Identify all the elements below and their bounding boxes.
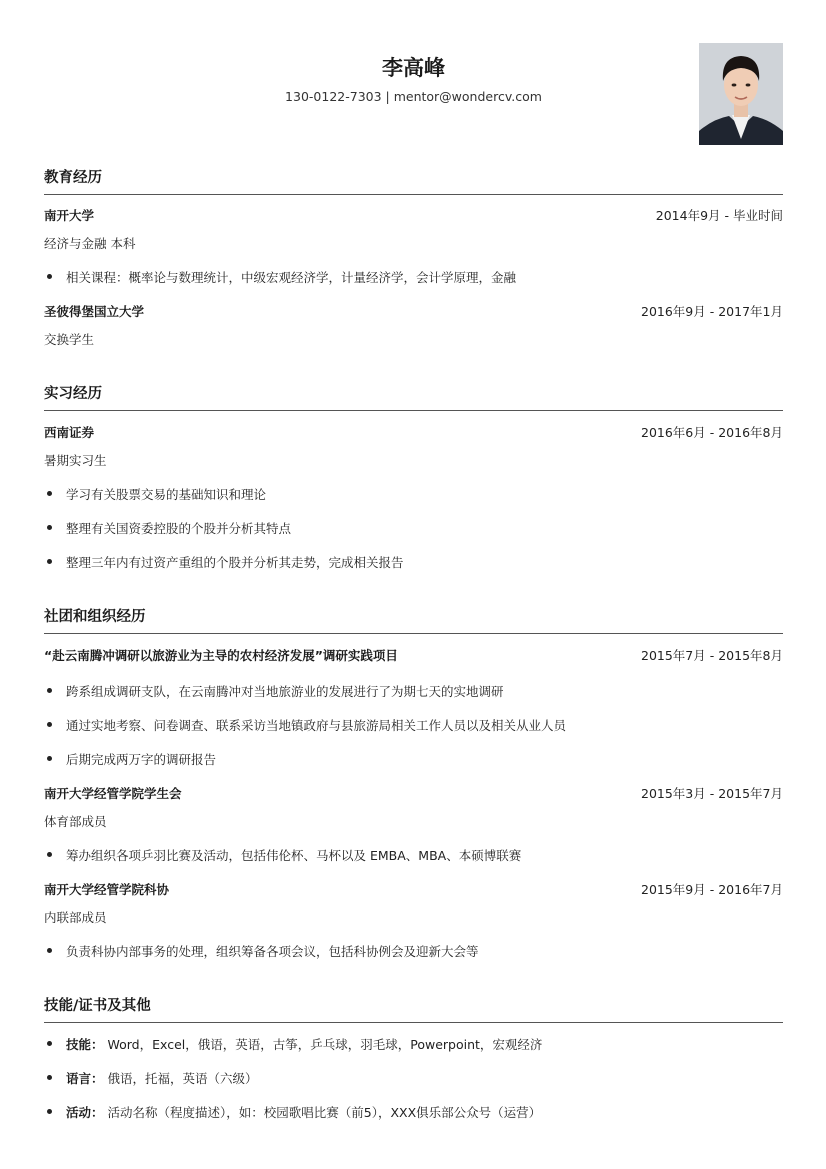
project-name: “赴云南腾冲调研以旅游业为主导的农村经济发展”调研实践项目 [44, 648, 398, 663]
portrait-image [699, 43, 783, 145]
profile-photo [699, 43, 783, 145]
section-title-skills: 技能/证书及其他 [44, 994, 783, 1023]
bullet-text: 通过实地考察、问卷调查、联系采访当地镇政府与县旅游局相关工作人员以及相关从业人员 [66, 718, 567, 733]
school-name: 圣彼得堡国立大学 [44, 304, 145, 319]
bullet-text: 整理三年内有过资产重组的个股并分析其走势，完成相关报告 [66, 555, 404, 570]
bullet-dot-icon [47, 1075, 52, 1080]
bullet-dot-icon [47, 722, 52, 727]
language-text: 俄语，托福，英语（六级） [103, 1071, 258, 1086]
date-range: 2014年9月 - 毕业时间 [655, 208, 783, 223]
candidate-name: 李高峰 [382, 56, 445, 80]
bullet-dot-icon [47, 852, 52, 857]
contact-info: 130-0122-7303 | mentor@wondercv.com [285, 89, 542, 104]
activity-entry-header [44, 880, 783, 898]
bullet-dot-icon [47, 756, 52, 761]
organization-name: 南开大学经管学院学生会 [44, 786, 182, 801]
bullet-dot-icon [47, 274, 52, 279]
activity-text: 活动名称（程度描述），如：校园歌唱比赛（前5），XXX俱乐部公众号（运营） [103, 1105, 542, 1120]
bullet-text: 后期完成两万字的调研报告 [66, 752, 217, 767]
bullet-text: 负责科协内部事务的处理，组织筹备各项会议，包括科协例会及迎新大会等 [66, 944, 479, 959]
organization-name: 南开大学经管学院科协 [44, 882, 170, 897]
date-range: 2015年3月 - 2015年7月 [641, 786, 783, 801]
bullet-dot-icon [47, 525, 52, 530]
date-range: 2016年9月 - 2017年1月 [641, 304, 783, 319]
section-title-education: 教育经历 [44, 166, 783, 195]
activity-line [66, 1103, 541, 1121]
bullet-dot-icon [47, 948, 52, 953]
date-range: 2015年7月 - 2015年8月 [641, 648, 783, 663]
role-subtitle: 暑期实习生 [44, 453, 107, 468]
bullet-text: 筹办组织各项乒羽比赛及活动，包括伟伦杯、马杯以及 EMBA、MBA、本硕博联赛 [66, 848, 522, 863]
education-entry-header [44, 206, 783, 224]
language-line [66, 1069, 258, 1087]
date-range: 2015年9月 - 2016年7月 [641, 882, 783, 897]
bullet-dot-icon [47, 491, 52, 496]
activity-entry-header [44, 784, 783, 802]
date-range: 2016年6月 - 2016年8月 [641, 425, 783, 440]
section-title-internship: 实习经历 [44, 382, 783, 411]
role-subtitle: 内联部成员 [44, 910, 107, 925]
bullet-dot-icon [47, 688, 52, 693]
activity-label: 活动： [66, 1105, 104, 1120]
school-name: 南开大学 [44, 208, 95, 223]
bullet-text: 整理有关国资委控股的个股并分析其特点 [66, 521, 292, 536]
language-label: 语言： [66, 1071, 104, 1086]
bullet-text: 相关课程：概率论与数理统计，中级宏观经济学，计量经济学，会计学原理，金融 [66, 270, 517, 285]
degree-subtitle: 交换学生 [44, 332, 95, 347]
skill-line [66, 1035, 542, 1053]
education-entry-header [44, 302, 783, 320]
section-title-activities: 社团和组织经历 [44, 605, 783, 634]
activity-entry-header [44, 646, 783, 664]
bullet-dot-icon [47, 559, 52, 564]
company-name: 西南证券 [44, 425, 95, 440]
degree-subtitle: 经济与金融 本科 [44, 236, 136, 251]
bullet-text: 学习有关股票交易的基础知识和理论 [66, 487, 267, 502]
bullet-dot-icon [47, 1109, 52, 1114]
internship-entry-header [44, 423, 783, 441]
bullet-text: 跨系组成调研支队，在云南腾冲对当地旅游业的发展进行了为期七天的实地调研 [66, 684, 504, 699]
skill-text: Word，Excel，俄语，英语，古筝，乒乓球，羽毛球，Powerpoint，宏观经济 [103, 1037, 543, 1052]
bullet-dot-icon [47, 1041, 52, 1046]
skill-label: 技能： [66, 1037, 104, 1052]
role-subtitle: 体育部成员 [44, 814, 107, 829]
